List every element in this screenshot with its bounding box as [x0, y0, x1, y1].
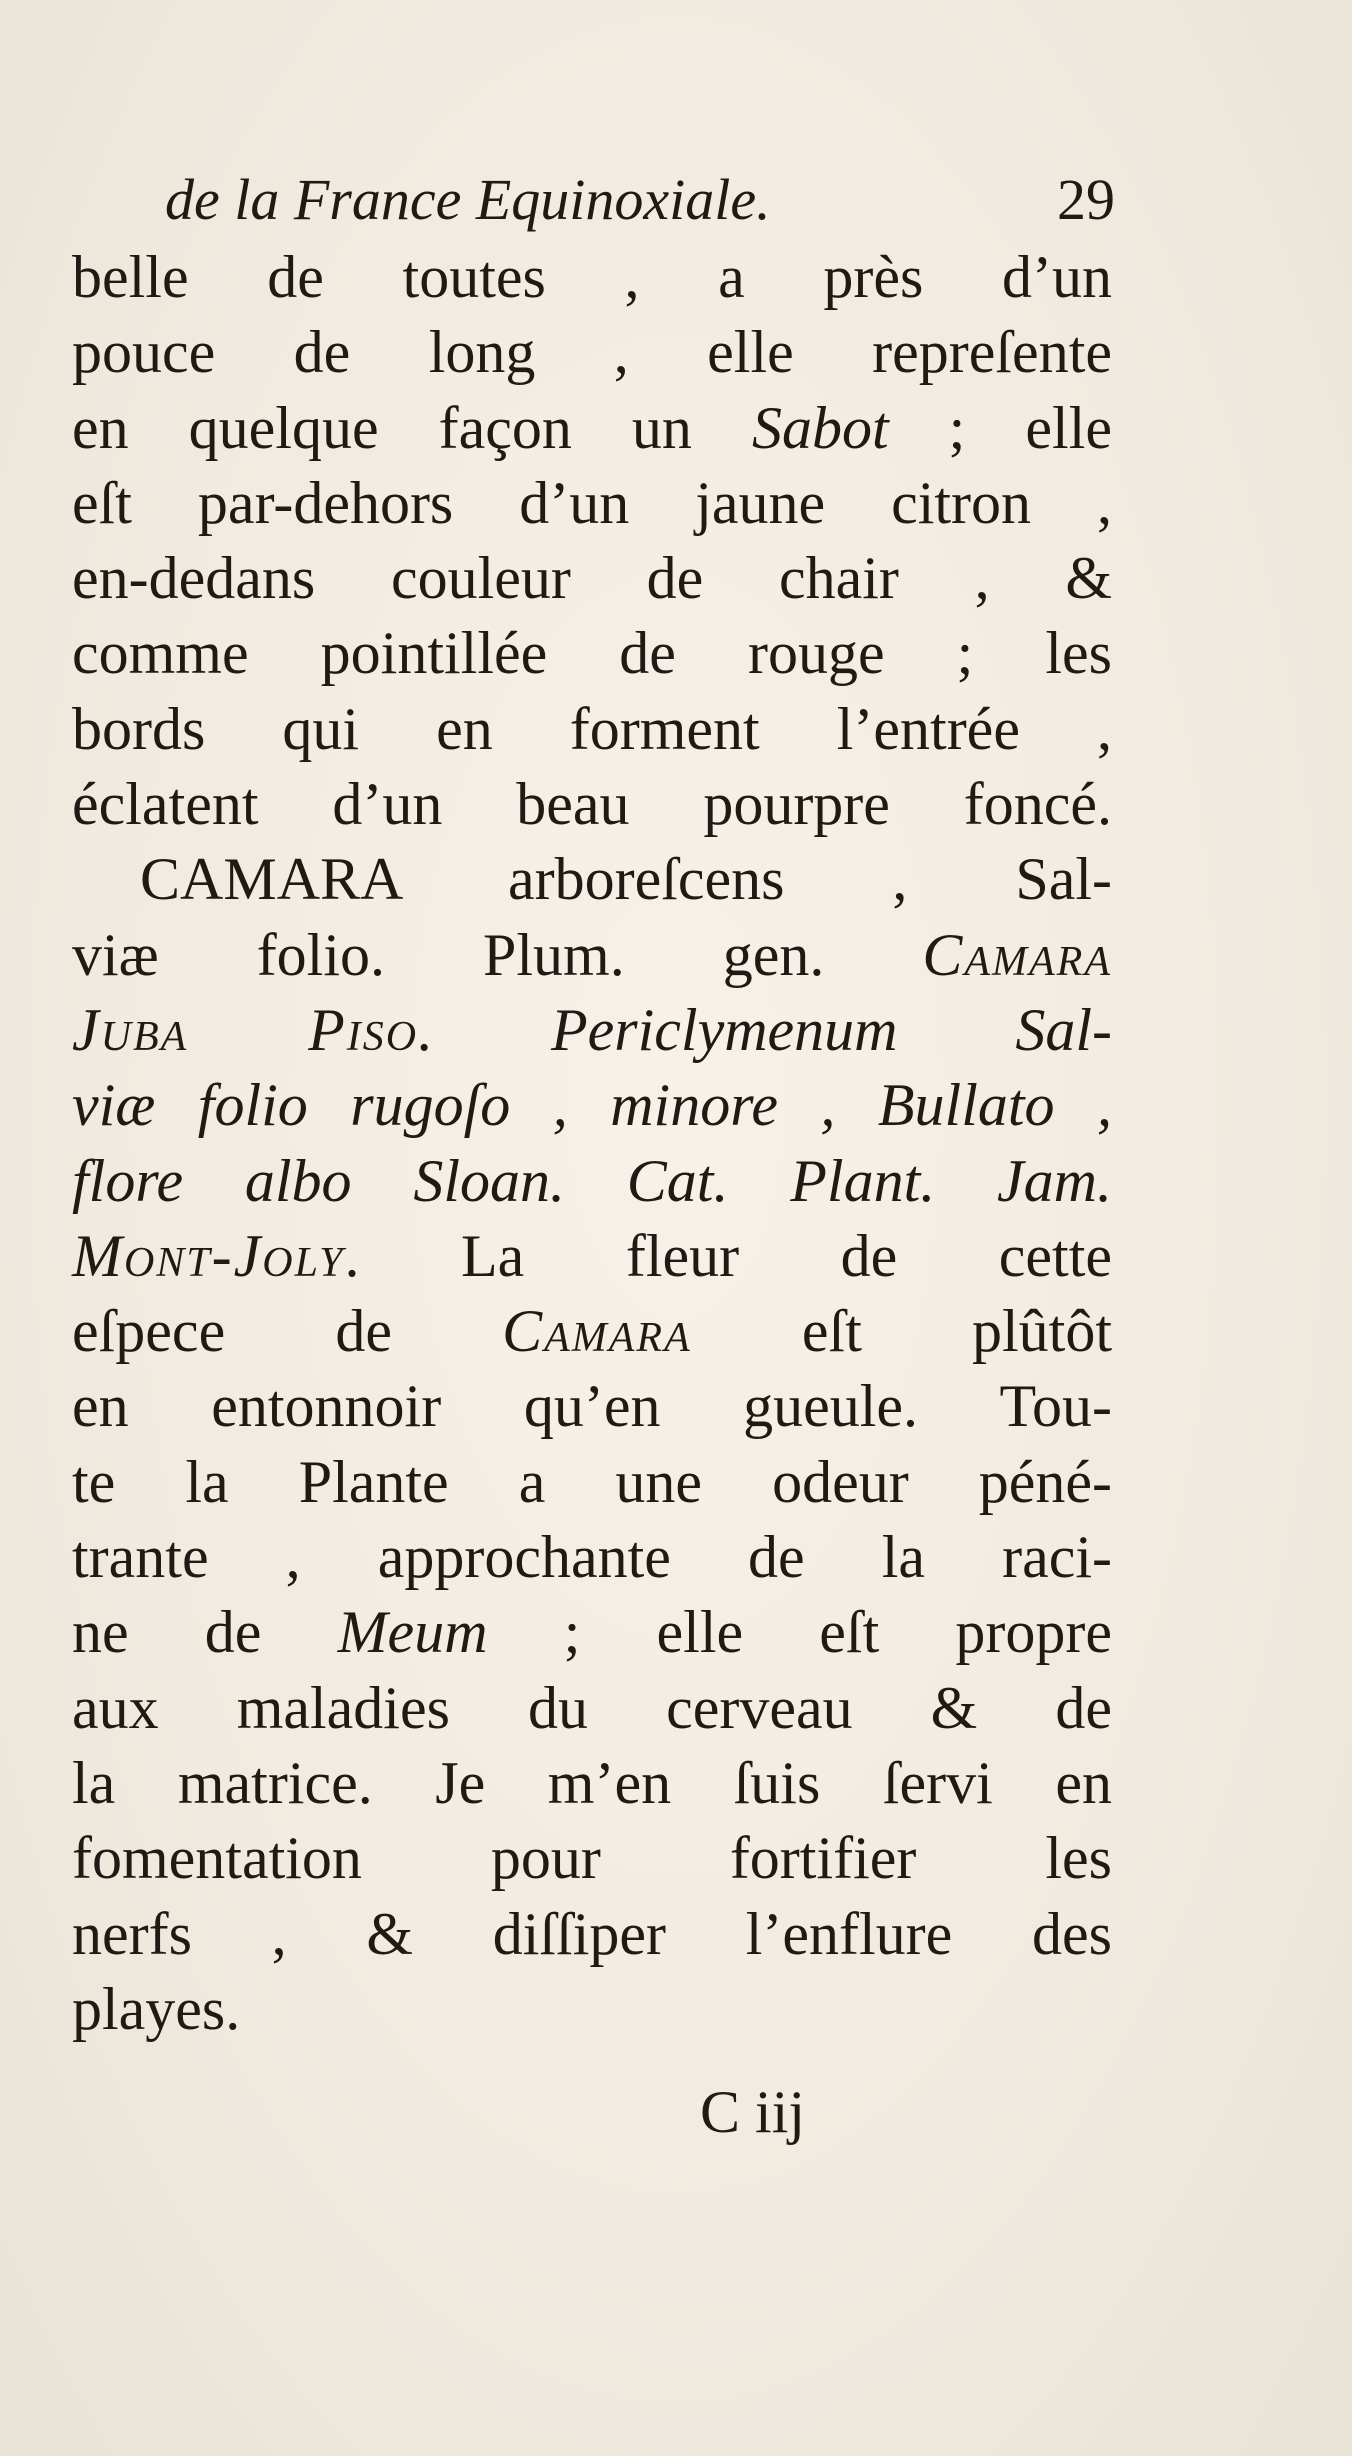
running-header: [165, 160, 1115, 240]
italic-run: . Periclymenum Sal-: [418, 996, 1112, 1063]
text-line: [72, 391, 1112, 466]
text-run: eſt plûtôt: [691, 1298, 1113, 1365]
text-line: [72, 541, 1112, 616]
text-line: [72, 315, 1112, 390]
running-title: de la France Equinoxiale.: [165, 167, 771, 232]
text-run: bords qui en forment l’entrée ,: [72, 695, 1112, 762]
text-run: nerfs , & diſſiper l’enflure des: [72, 1900, 1112, 1967]
text-line: [72, 993, 1112, 1068]
text-run: trante , approchante de la raci-: [72, 1524, 1112, 1591]
text-run: ; elle eſt propre: [487, 1599, 1112, 1666]
text-line: [72, 1520, 1112, 1595]
text-line: [72, 1972, 1112, 2047]
text-line: [72, 1068, 1112, 1143]
text-line: [72, 692, 1112, 767]
body-text: [72, 240, 1112, 2047]
italic-run: Sabot: [751, 394, 889, 461]
text-run: ne de: [72, 1599, 338, 1666]
signature-mark: C iij: [700, 2079, 806, 2145]
text-run: en quelque façon un: [72, 394, 752, 461]
text-line: [72, 1746, 1112, 1821]
text-run: . La fleur de cette: [344, 1222, 1112, 1289]
text-run: eſt par-dehors d’un jaune citron ,: [72, 469, 1112, 536]
text-line: [72, 918, 1112, 993]
text-line: [72, 616, 1112, 691]
small-caps-run: Camara: [502, 1298, 692, 1365]
small-caps-run: Mont-Joly: [72, 1222, 345, 1289]
small-caps-run: Juba Piso: [72, 996, 419, 1063]
text-line: [72, 1821, 1112, 1896]
text-run: playes.: [72, 1975, 241, 2042]
text-run: aux maladies du cerveau & de: [72, 1674, 1112, 1741]
text-line: [72, 1897, 1112, 1972]
text-run: belle de toutes , a près d’un: [72, 244, 1112, 310]
text-line: [72, 466, 1112, 541]
text-run: en-dedans couleur de chair , &: [72, 545, 1112, 612]
text-line: [72, 1294, 1112, 1369]
italic-run: flore albo Sloan. Cat. Plant. Jam.: [72, 1147, 1112, 1214]
text-line: [72, 1445, 1112, 1520]
text-line: [72, 240, 1112, 315]
text-run: fomentation pour fortifier les: [72, 1825, 1112, 1892]
text-run: pouce de long , elle repreſente: [72, 319, 1112, 386]
italic-run: viæ folio rugoſo , minore , Bullato ,: [72, 1072, 1112, 1139]
text-run: eſpece de: [72, 1298, 503, 1365]
small-caps-run: Camara: [922, 921, 1112, 988]
text-line: [72, 1595, 1112, 1670]
italic-run: Meum: [337, 1599, 488, 1666]
text-run: viæ folio. Plum. gen.: [72, 921, 923, 988]
text-line: [72, 1671, 1112, 1746]
text-run: ; elle: [888, 394, 1112, 461]
text-line: [72, 767, 1112, 842]
page-number: 29: [1057, 167, 1115, 232]
text-line: [72, 1369, 1112, 1444]
text-line: [72, 1219, 1112, 1294]
text-line: [72, 842, 1112, 917]
text-line: [72, 1144, 1112, 1219]
text-run: CAMARA arboreſcens , Sal-: [140, 846, 1112, 913]
text-run: comme pointillée de rouge ; les: [72, 620, 1112, 687]
text-run: la matrice. Je m’en ſuis ſervi en: [72, 1749, 1112, 1816]
text-run: éclatent d’un beau pourpre foncé.: [72, 771, 1112, 838]
text-run: en entonnoir qu’en gueule. Tou-: [72, 1373, 1112, 1440]
text-run: te la Plante a une odeur péné-: [72, 1448, 1112, 1515]
